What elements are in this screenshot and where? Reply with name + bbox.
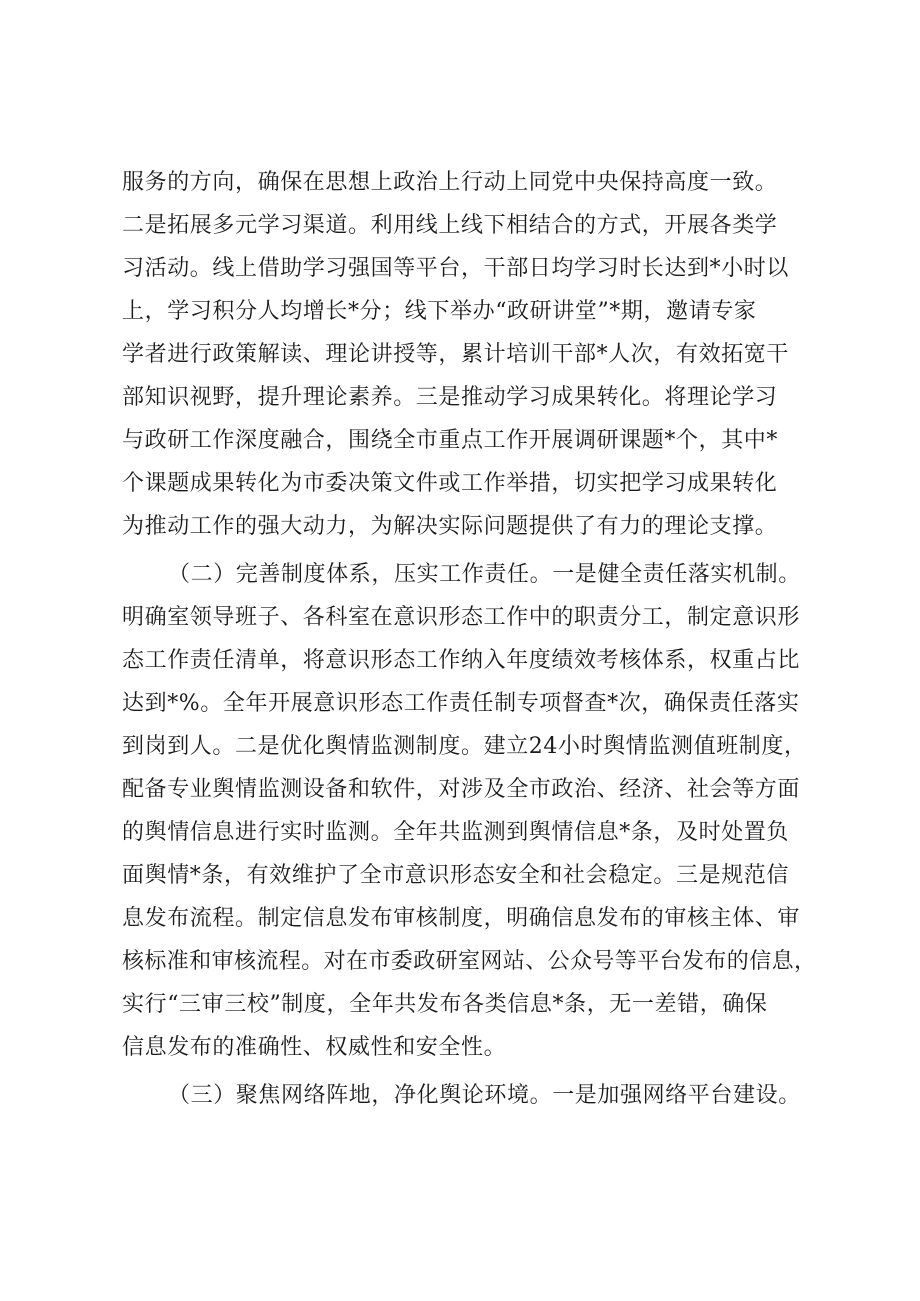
text-line: 核标准和审核流程。对在市委政研室网站、公众号等平台发布的信息， xyxy=(122,949,817,974)
text-line: 到岗到人。二是优化舆情监测制度。建立24小时舆情监测值班制度， xyxy=(122,734,807,759)
text-line: 习活动。线上借助学习强国等平台，干部日均学习时长达到*小时以 xyxy=(122,256,790,281)
text-line: 信息发布的准确性、权威性和安全性。 xyxy=(122,1035,507,1060)
text-line: 部知识视野，提升理论素养。三是推动学习成果转化。将理论学习 xyxy=(122,385,778,410)
text-line: 的舆情信息进行实时监测。全年共监测到舆情信息*条，及时处置负 xyxy=(122,820,790,845)
text-line: 实行“三审三校”制度，全年共发布各类信息*条，无一差错，确保 xyxy=(122,992,768,1017)
text-line: 与政研工作深度融合，围绕全市重点工作开展调研课题*个，其中* xyxy=(122,428,779,453)
text-line: 二是拓展多元学习渠道。利用线上线下相结合的方式，开展各类学 xyxy=(122,213,778,238)
text-line: 面舆情*条，有效维护了全市意识形态安全和社会稳定。三是规范信 xyxy=(122,863,790,888)
text-line: 明确室领导班子、各科室在意识形态工作中的职责分工，制定意识形 xyxy=(122,605,801,630)
section-heading-2: （二）完善制度体系，压实工作责任。一是健全责任落实机制。 xyxy=(168,562,801,587)
text-line: 个课题成果转化为市委决策文件或工作举措，切实把学习成果转化 xyxy=(122,471,778,496)
text-line: 为推动工作的强大动力，为解决实际问题提供了有力的理论支撑。 xyxy=(122,514,778,539)
text-line: 服务的方向，确保在思想上政治上行动上同党中央保持高度一致。 xyxy=(122,170,778,195)
text-line: 学者进行政策解读、理论讲授等，累计培训干部*人次，有效拓宽干 xyxy=(122,342,790,367)
text-line: 达到*%。全年开展意识形态工作责任制专项督查*次，确保责任落实 xyxy=(122,691,800,716)
text-line: 态工作责任清单，将意识形态工作纳入年度绩效考核体系，权重占比 xyxy=(122,648,801,673)
section-heading-3: （三）聚焦网络阵地，净化舆论环境。一是加强网络平台建设。 xyxy=(168,1083,801,1108)
text-line: 上，学习积分人均增长*分；线下举办“政研讲堂”*期，邀请专家 xyxy=(122,299,757,324)
text-line: 配备专业舆情监测设备和软件，对涉及全市政治、经济、社会等方面 xyxy=(122,777,801,802)
text-line: 息发布流程。制定信息发布审核制度，明确信息发布的审核主体、审 xyxy=(122,906,801,931)
